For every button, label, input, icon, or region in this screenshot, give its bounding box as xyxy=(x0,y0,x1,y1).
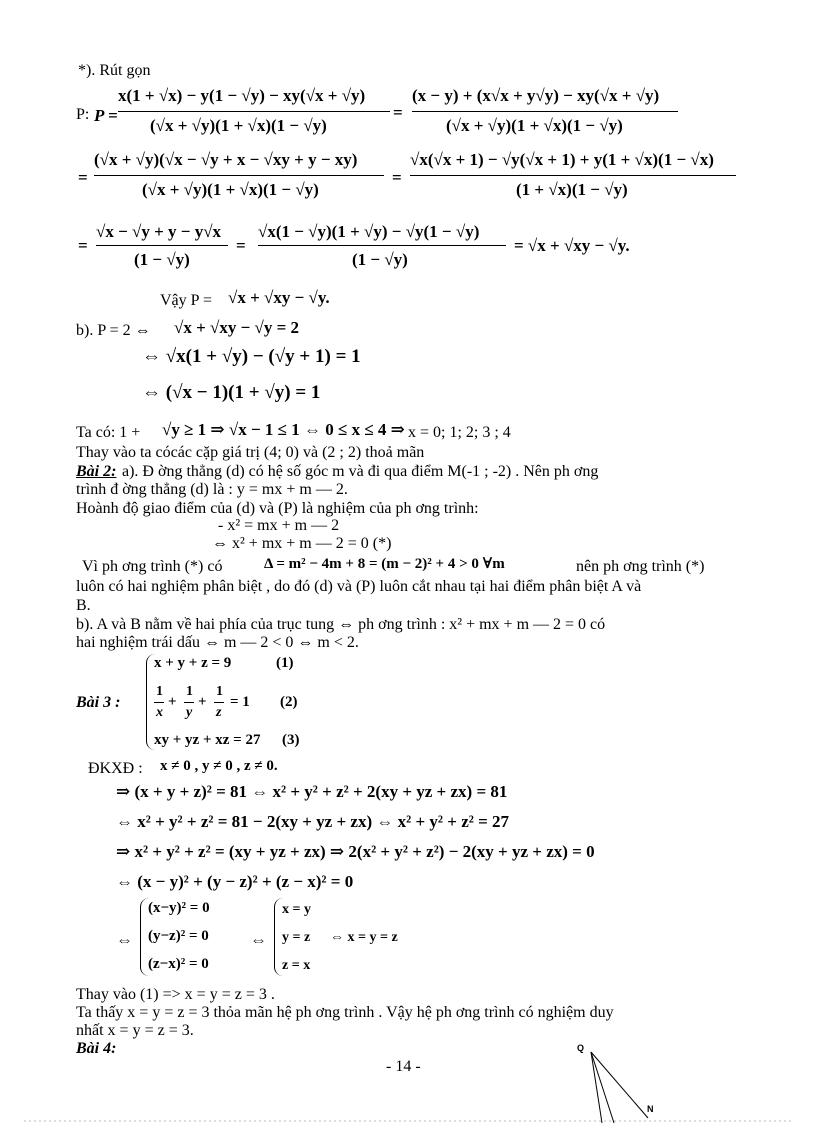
plus-sign: + xyxy=(198,694,207,710)
bai3-step-4: ⇔ (x − y)² + (y − z)² + (z − x)² = 0 xyxy=(116,872,354,891)
bai3-equation-1: x + y + z = 9 xyxy=(154,655,232,671)
system-b-row: x = y xyxy=(282,902,311,917)
row3-left-numerator: √x − √y + y − y√x xyxy=(96,222,222,241)
p-label: P: xyxy=(76,106,90,123)
system-equivalence: ⇔ xyxy=(250,930,267,949)
dkxd-label: ĐKXĐ : xyxy=(88,760,143,777)
part-b-conclusion: Thay vào ta cócác cặp giá trị (4; 0) và (2 ; 2) thoả mãn xyxy=(76,444,425,461)
fraction-numerator: 1 xyxy=(216,684,223,699)
bai3-text: Ta thấy x = y = z = 3 thỏa mãn hệ ph ơng trình . Vậy hệ ph ơng trình có nghiệm duy xyxy=(76,1004,614,1021)
fraction-numerator: 1 xyxy=(156,684,163,699)
heading-rut-gon: *). Rút gọn xyxy=(78,62,151,79)
part-b-equation-3: ⇔ (√x − 1)(1 + √y) = 1 xyxy=(142,382,321,403)
part-b-line4-text: Ta có: 1 + xyxy=(76,424,141,441)
row3-mid-denominator: (1 − √y) xyxy=(352,250,408,269)
bai3-text: nhất x = y = z = 3. xyxy=(76,1022,194,1039)
conclusion-text: Vậy P = xyxy=(160,292,212,309)
figure-line xyxy=(591,1052,614,1123)
conclusion-expression: √x + √xy − √y. xyxy=(228,288,330,307)
row1-left-numerator: x(1 + √x) − y(1 − √y) − xy(√x + √y) xyxy=(118,86,366,105)
bai2-line: Vì ph ơng trình (*) có xyxy=(82,558,223,575)
system-final: ⇔ x = y = z xyxy=(330,930,398,945)
equation-tag: (2) xyxy=(280,694,298,710)
system-a-row: (z−x)² = 0 xyxy=(148,956,209,972)
bai4-title: Bài 4: xyxy=(76,1040,117,1057)
bai2-discriminant: Δ = m² − 4m + 8 = (m − 2)² + 4 > 0 ∀m xyxy=(264,556,505,572)
row3-left-denominator: (1 − √y) xyxy=(134,250,190,269)
bai2-line: a). Đ ờng thẳng (d) có hệ số góc m và đi qua điểm M(-1 ; -2) . Nên ph ơng xyxy=(122,463,599,480)
row1-left-denominator: (√x + √y)(1 + √x)(1 − √y) xyxy=(150,116,327,135)
bai2-equation: ⇔ x² + mx + m — 2 = 0 (*) xyxy=(212,535,392,552)
system-equivalence: ⇔ xyxy=(116,930,133,949)
bai3-equation-3: xy + yz + xz = 27 xyxy=(154,732,261,748)
fraction-denominator: z xyxy=(216,705,222,720)
bai2-line: luôn có hai nghiệm phân biệt , do đó (d) và (P) luôn cắt nhau tại hai điểm phân biệt A và xyxy=(76,578,642,595)
fraction-denominator: y xyxy=(186,705,193,720)
bai3-step-1: ⇒ (x + y + z)² = 81 ⇔ x² + y² + z² + 2(xy + yz + zx) = 81 xyxy=(116,782,508,801)
bai3-text: Thay vào (1) => x = y = z = 3 . xyxy=(76,986,275,1003)
bai2-line: Hoành độ giao điểm của (d) và (P) là nghiệm của ph ơng trình: xyxy=(76,500,479,517)
equals-sign: = xyxy=(393,103,403,122)
row2-right-denominator: (1 + √x)(1 − √y) xyxy=(516,180,628,199)
system-b-row: y = z xyxy=(282,930,311,945)
equals-sign: = xyxy=(78,236,88,255)
bai3-step-2: ⇔ x² + y² + z² = 81 − 2(xy + yz + zx) ⇔ x² + y² + z² = 27 xyxy=(116,812,510,831)
bai2-equation: - x² = mx + m — 2 xyxy=(218,517,340,534)
equals-sign: = xyxy=(392,168,402,187)
equation-tag: (3) xyxy=(282,732,300,748)
row3-mid-numerator: √x(1 − √y)(1 + √y) − √y(1 − √y) xyxy=(258,222,480,241)
bai3-equation-2-rest: = 1 xyxy=(230,694,250,710)
part-b-values: x = 0; 1; 2; 3 ; 4 xyxy=(408,424,511,441)
equals-sign: = xyxy=(78,168,88,187)
bai2-line: b). A và B nằm về hai phía của trục tung ⇔ ph ơng trình : x² + mx + m — 2 = 0 có xyxy=(76,616,606,633)
page-number: - 14 - xyxy=(386,1058,421,1075)
part-b-equation-1: √x + √xy − √y = 2 xyxy=(174,318,300,337)
row2-left-denominator: (√x + √y)(1 + √x)(1 − √y) xyxy=(142,180,319,199)
plus-sign: + xyxy=(168,694,177,710)
row1-right-numerator: (x − y) + (x√x + y√y) − xy(√x + √y) xyxy=(412,86,660,105)
bai2-line: trình đ ờng thẳng (d) là : y = mx + m — 2. xyxy=(76,481,348,498)
fraction-numerator: 1 xyxy=(186,684,193,699)
p-symbol: P = xyxy=(94,106,118,125)
row3-result: = √x + √xy − √y. xyxy=(514,236,630,255)
row2-right-numerator: √x(√x + 1) − √y(√x + 1) + y(1 + √x)(1 − √x) xyxy=(410,150,714,169)
bai2-line: hai nghiệm trái dấu ⇔ m — 2 < 0 ⇔ m < 2. xyxy=(76,634,359,651)
bai3-step-3: ⇒ x² + y² + z² = (xy + yz + zx) ⇒ 2(x² + y² + z²) − 2(xy + yz + zx) = 0 xyxy=(116,842,595,861)
part-b-label: b). P = 2 ⇔ xyxy=(76,322,151,339)
dkxd-expression: x ≠ 0 , y ≠ 0 , z ≠ 0. xyxy=(160,758,278,774)
bai3-title: Bài 3 : xyxy=(76,694,121,711)
system-a-row: (x−y)² = 0 xyxy=(148,900,210,916)
equals-sign: = xyxy=(236,236,246,255)
bai2-line: nên ph ơng trình (*) xyxy=(576,558,705,575)
bai2-title: Bài 2: xyxy=(76,463,117,480)
system-a-row: (y−z)² = 0 xyxy=(148,928,209,944)
figure-label-n: N xyxy=(647,1104,654,1114)
row1-right-denominator: (√x + √y)(1 + √x)(1 − √y) xyxy=(446,116,623,135)
part-b-inequality: √y ≥ 1 ⇒ √x − 1 ≤ 1 ⇔ 0 ≤ x ≤ 4 ⇒ xyxy=(162,420,405,439)
equation-tag: (1) xyxy=(276,655,294,671)
fraction-denominator: x xyxy=(156,705,163,720)
bai2-line: B. xyxy=(76,597,91,614)
system-b-row: z = x xyxy=(282,958,311,973)
row2-left-numerator: (√x + √y)(√x − √y + x − √xy + y − xy) xyxy=(94,150,358,169)
figure-label-q: Q xyxy=(577,1043,585,1053)
part-b-equation-2: ⇔ √x(1 + √y) − (√y + 1) = 1 xyxy=(142,346,361,367)
